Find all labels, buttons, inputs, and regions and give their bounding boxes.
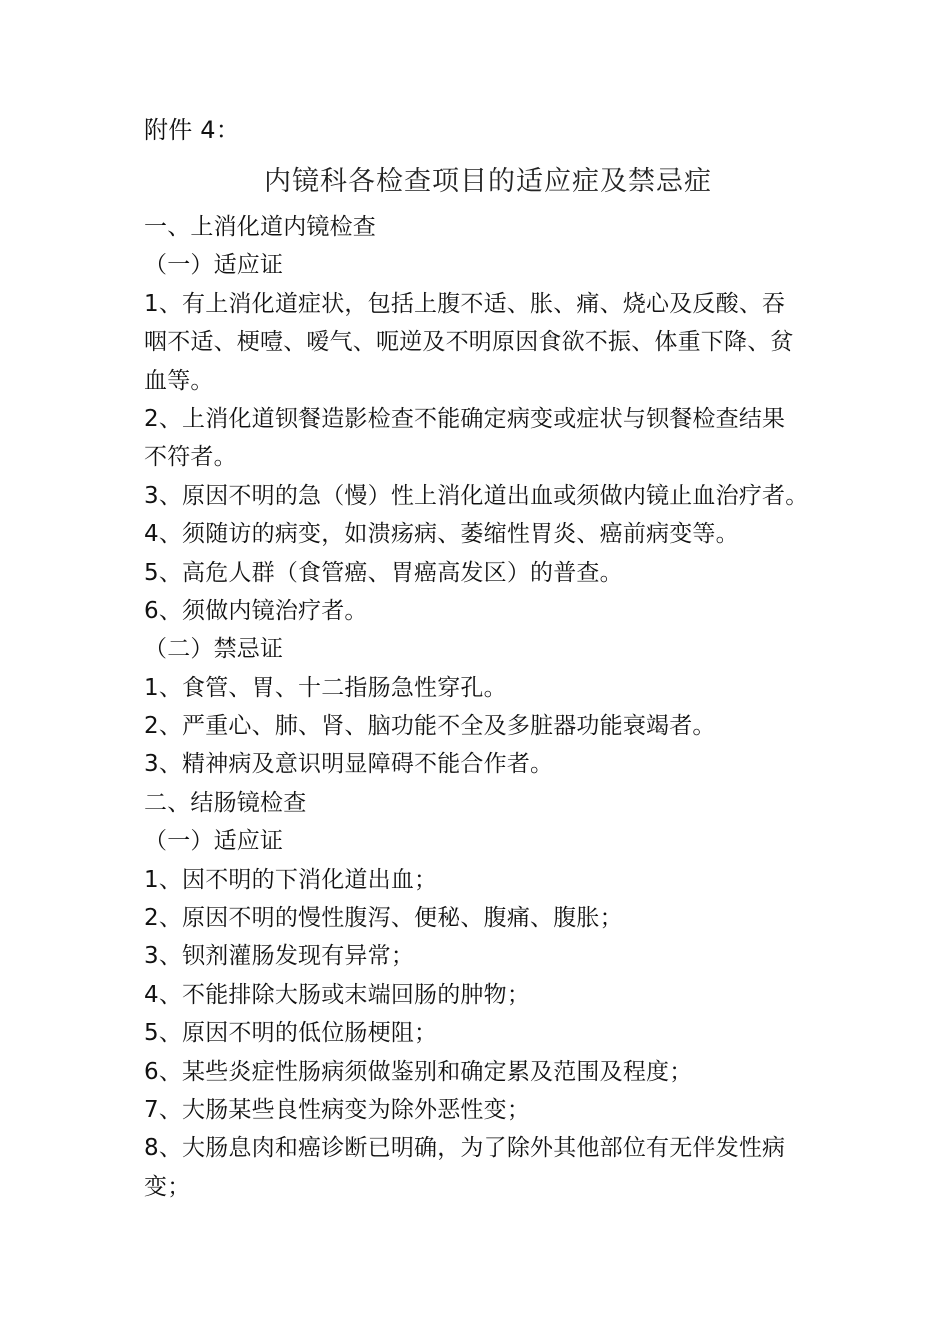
- list-item: 1、因不明的下消化道出血；: [144, 866, 438, 893]
- subheading-indications: （一）适应证: [144, 252, 284, 279]
- list-item: 变；: [144, 1173, 191, 1200]
- list-item: 7、大肠某些良性病变为除外恶性变；: [144, 1096, 531, 1123]
- list-item: 不符者。: [144, 444, 237, 471]
- section-heading-colonoscopy: 二、结肠镜检查: [144, 789, 307, 816]
- list-item: 4、须随访的病变，如溃疡病、萎缩性胃炎、癌前病变等。: [144, 521, 739, 548]
- list-item: 2、上消化道钡餐造影检查不能确定病变或症状与钡餐检查结果: [144, 405, 786, 432]
- section-heading-upper-gi: 一、上消化道内镜检查: [144, 214, 376, 240]
- list-item: 2、严重心、肺、肾、脑功能不全及多脏器功能衰竭者。: [144, 713, 716, 740]
- list-item: 3、原因不明的急（慢）性上消化道出血或须做内镜止血治疗者。: [144, 482, 809, 509]
- list-item: 血等。: [144, 367, 214, 394]
- document-title: 内镜科各检查项目的适应症及禁忌症: [264, 166, 712, 197]
- list-item: 咽不适、梗噎、嗳气、呃逆及不明原因食欲不振、体重下降、贫: [144, 329, 794, 356]
- list-item: 4、不能排除大肠或末端回肠的肿物；: [144, 981, 531, 1008]
- document-body: [144, 110, 824, 1206]
- subheading-indications: （一）适应证: [144, 828, 284, 855]
- list-item: 1、有上消化道症状，包括上腹不适、胀、痛、烧心及反酸、吞: [144, 290, 786, 317]
- list-item: 5、原因不明的低位肠梗阻；: [144, 1020, 438, 1047]
- list-item: 5、高危人群（食管癌、胃癌高发区）的普查。: [144, 559, 623, 586]
- list-item: 3、精神病及意识明显障碍不能合作者。: [144, 751, 554, 778]
- subheading-contraindications: （二）禁忌证: [144, 636, 284, 663]
- list-item: 8、大肠息肉和癌诊断已明确，为了除外其他部位有无伴发性病: [144, 1135, 786, 1162]
- list-item: 6、须做内镜治疗者。: [144, 597, 368, 624]
- list-item: 3、钡剂灌肠发现有异常；: [144, 943, 415, 970]
- attachment-label: 附件 4：: [144, 116, 240, 144]
- list-item: 1、食管、胃、十二指肠急性穿孔。: [144, 674, 507, 701]
- list-item: 2、原因不明的慢性腹泻、便秘、腹痛、腹胀；: [144, 905, 623, 932]
- list-item: 6、某些炎症性肠病须做鉴别和确定累及范围及程度；: [144, 1058, 693, 1085]
